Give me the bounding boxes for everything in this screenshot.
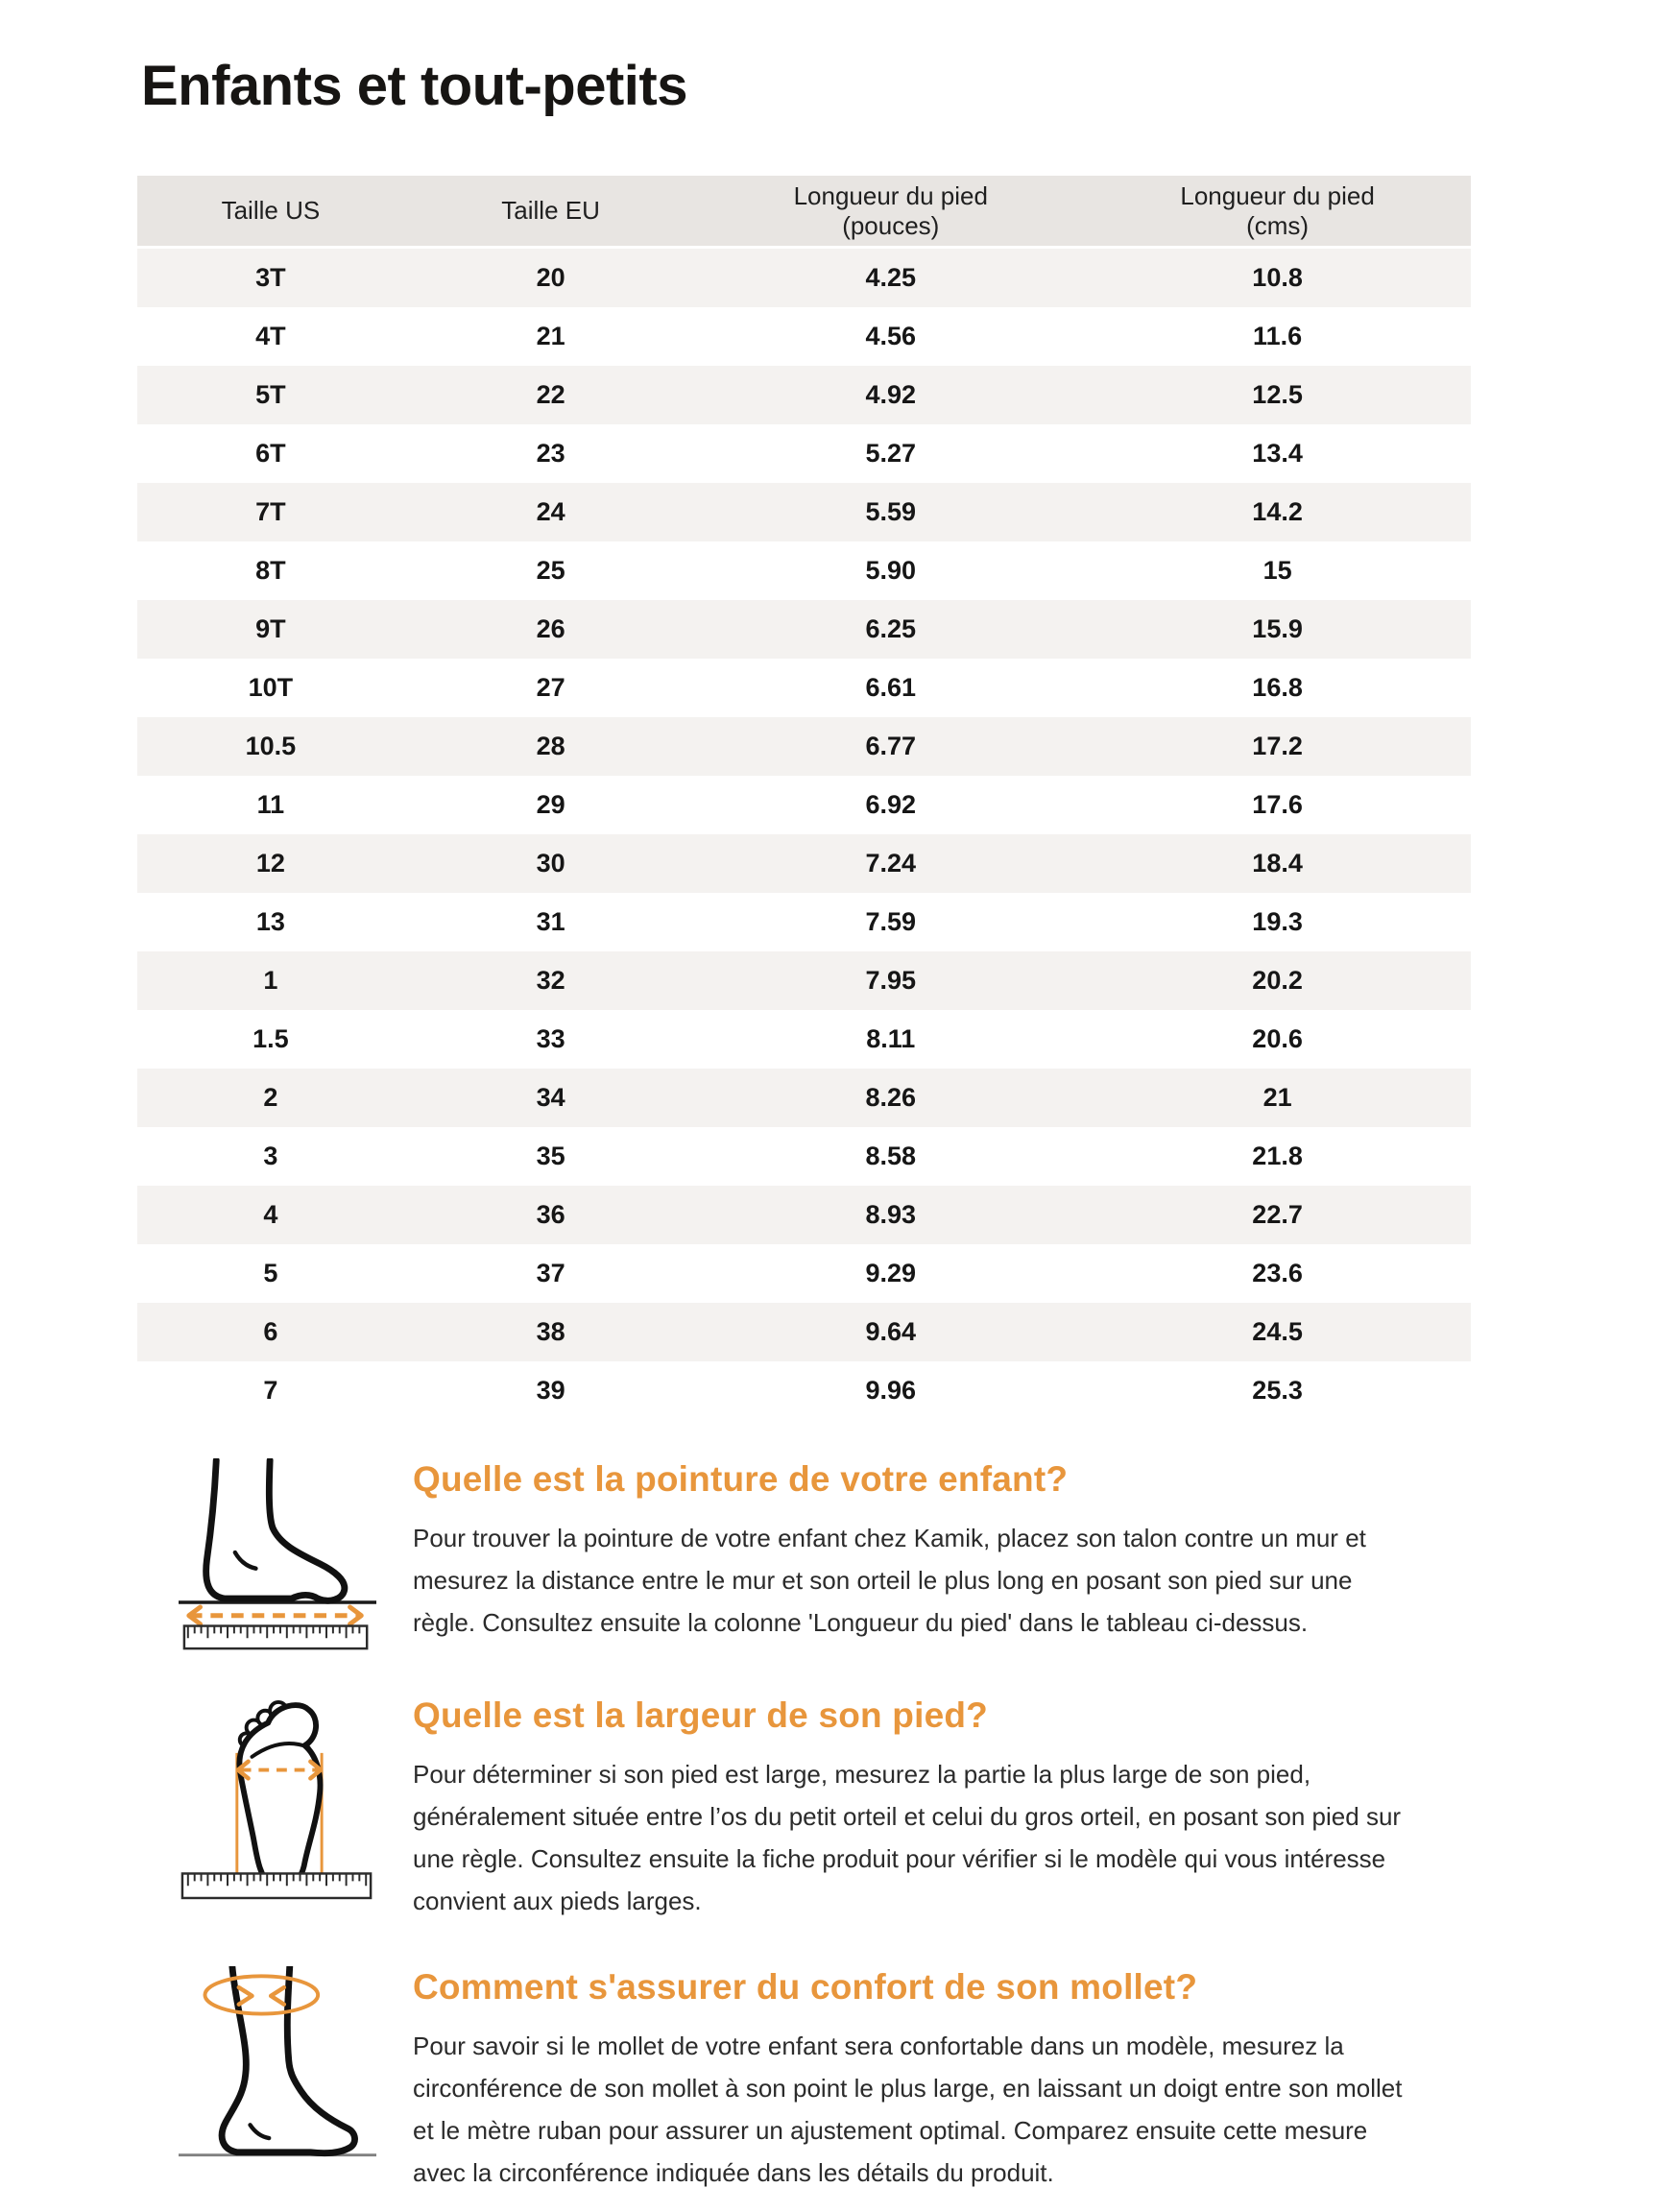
- table-row: [137, 1361, 1471, 1420]
- calf-circumference-icon: [141, 1966, 413, 2165]
- table-cell: 2: [263, 1083, 278, 1112]
- table-cell: 20.2: [1252, 966, 1303, 995]
- table-row: [137, 1186, 1471, 1244]
- header-taille-eu: [404, 176, 698, 248]
- table-cell: 21.8: [1252, 1142, 1303, 1170]
- table-cell: 4.56: [865, 322, 917, 350]
- table-cell: 8.58: [865, 1142, 917, 1170]
- table-cell: 14.2: [1252, 497, 1303, 526]
- section-calf-comfort: [141, 1966, 1659, 2194]
- table-cell: 5.27: [865, 439, 917, 468]
- table-cell: 8.26: [865, 1083, 917, 1112]
- table-cell: 29: [536, 790, 565, 819]
- table-cell: 7.95: [865, 966, 917, 995]
- table-cell: 37: [536, 1259, 565, 1287]
- table-cell: 15.9: [1252, 614, 1303, 643]
- table-cell: 28: [536, 732, 565, 760]
- table-cell: 27: [536, 673, 565, 702]
- table-cell: 17.2: [1252, 732, 1303, 760]
- table-cell: 33: [536, 1024, 565, 1053]
- table-cell: 21: [536, 322, 565, 350]
- table-cell: 6.92: [865, 790, 917, 819]
- section-heading: Comment s'assurer du confort de son mollet?: [413, 1967, 1198, 2007]
- table-cell: 26: [536, 614, 565, 643]
- table-cell: 22.7: [1252, 1200, 1303, 1229]
- help-sections: [141, 1458, 1659, 2194]
- table-row: [137, 717, 1471, 776]
- table-cell: 7.24: [865, 849, 917, 878]
- table-cell: 23: [536, 439, 565, 468]
- table-cell: 30: [536, 849, 565, 878]
- table-cell: 7.59: [865, 907, 917, 936]
- table-row: [137, 659, 1471, 717]
- header-longueur-cms: [1084, 176, 1471, 248]
- table-cell: 25.3: [1252, 1376, 1303, 1405]
- table-row: [137, 1069, 1471, 1127]
- table-cell: 7: [263, 1376, 278, 1405]
- header-label: Taille EU: [501, 196, 600, 225]
- foot-width-ruler-icon: [141, 1695, 413, 1901]
- foot-length-ruler-icon: [141, 1458, 413, 1650]
- table-cell: 12.5: [1252, 380, 1303, 409]
- table-cell: 9.96: [865, 1376, 917, 1405]
- table-cell: 3T: [255, 263, 286, 292]
- table-cell: 3: [263, 1142, 278, 1170]
- foot-side-view-illustration: [179, 1458, 376, 1650]
- page-title: Enfants et tout-petits: [141, 55, 687, 117]
- table-cell: 8.93: [865, 1200, 917, 1229]
- table-cell: 11.6: [1253, 322, 1303, 350]
- table-cell: 8.11: [866, 1024, 916, 1053]
- size-table-header: [137, 176, 1471, 248]
- table-cell: 35: [536, 1142, 565, 1170]
- table-row: [137, 248, 1471, 308]
- table-cell: 10.5: [245, 732, 297, 760]
- footprint-top-view-illustration: [179, 1695, 376, 1901]
- table-cell: 1.5: [252, 1024, 289, 1053]
- section-text: [413, 1966, 1416, 2194]
- table-cell: 20.6: [1252, 1024, 1303, 1053]
- section-foot-width: [141, 1695, 1659, 1922]
- header-label: Longueur du pied: [1180, 180, 1375, 210]
- table-cell: 12: [255, 849, 285, 878]
- table-cell: 17.6: [1252, 790, 1303, 819]
- table-row: [137, 366, 1471, 424]
- table-row: [137, 424, 1471, 483]
- table-row: [137, 1010, 1471, 1069]
- header-sublabel: (pouces): [842, 210, 940, 240]
- table-cell: 5T: [255, 380, 286, 409]
- section-heading: Quelle est la pointure de votre enfant?: [413, 1459, 1069, 1499]
- table-cell: 38: [536, 1317, 565, 1346]
- table-cell: 18.4: [1252, 849, 1303, 878]
- section-foot-length: [141, 1458, 1659, 1650]
- table-cell: 34: [536, 1083, 565, 1112]
- table-cell: 5.59: [865, 497, 917, 526]
- table-cell: 32: [536, 966, 565, 995]
- header-taille-us: [137, 176, 404, 248]
- table-cell: 5: [263, 1259, 278, 1287]
- section-body: Pour déterminer si son pied est large, mesurez la partie la plus large de son pied, généralement située entre l’os du petit orteil et celui du gros orteil, en posant son pied sur une règle. Consultez ensuite la fiche produit pour vérifier si le modèle qui vous intéresse convient aux pieds larges.: [413, 1760, 1402, 1915]
- table-cell: 9.64: [865, 1317, 917, 1346]
- header-row: [137, 176, 1471, 248]
- table-cell: 10.8: [1252, 263, 1303, 292]
- table-cell: 4.92: [865, 380, 917, 409]
- table-row: [137, 1244, 1471, 1303]
- table-cell: 13.4: [1252, 439, 1303, 468]
- table-cell: 6.77: [865, 732, 917, 760]
- table-cell: 10T: [248, 673, 294, 702]
- table-cell: 9.29: [865, 1259, 917, 1287]
- table-cell: 23.6: [1252, 1259, 1303, 1287]
- size-table: [137, 176, 1471, 1420]
- header-label: Longueur du pied: [793, 180, 988, 210]
- table-cell: 24.5: [1252, 1317, 1303, 1346]
- table-cell: 13: [255, 907, 285, 936]
- table-cell: 6.61: [865, 673, 917, 702]
- table-cell: 8T: [255, 556, 286, 585]
- table-cell: 20: [536, 263, 565, 292]
- table-cell: 21: [1262, 1083, 1292, 1112]
- section-body: Pour savoir si le mollet de votre enfant sera confortable dans un modèle, mesurez la circonférence de son mollet à son point le plus large, en laissant un doigt entre son mollet et le mètre ruban pour assurer un ajustement optimal. Comparez ensuite cette mesure avec la circonférence indiquée dans les détails du produit.: [413, 2032, 1403, 2187]
- table-row: [137, 307, 1471, 366]
- table-cell: 6.25: [865, 614, 917, 643]
- table-row: [137, 1303, 1471, 1361]
- section-text: [413, 1458, 1416, 1644]
- header-label: Taille US: [221, 196, 321, 225]
- table-cell: 7T: [255, 497, 286, 526]
- section-heading: Quelle est la largeur de son pied?: [413, 1695, 988, 1735]
- table-cell: 16.8: [1252, 673, 1303, 702]
- table-cell: 9T: [255, 614, 286, 643]
- header-sublabel: (cms): [1246, 210, 1310, 240]
- table-row: [137, 951, 1471, 1010]
- table-row: [137, 834, 1471, 893]
- table-row: [137, 541, 1471, 600]
- calf-side-view-illustration: [179, 1966, 376, 2165]
- section-body: Pour trouver la pointure de votre enfant chez Kamik, placez son talon contre un mur et mesurez la distance entre le mur et son orteil le plus long en posant son pied sur une règle. Consultez ensuite la colonne 'Longueur du pied' dans le tableau ci-dessus.: [413, 1524, 1366, 1637]
- table-row: [137, 893, 1471, 951]
- table-row: [137, 483, 1471, 541]
- table-cell: 4: [263, 1200, 278, 1229]
- table-cell: 36: [536, 1200, 565, 1229]
- header-longueur-pouces: [697, 176, 1084, 248]
- table-cell: 1: [263, 966, 278, 995]
- table-cell: 31: [536, 907, 565, 936]
- table-row: [137, 776, 1471, 834]
- table-cell: 39: [536, 1376, 565, 1405]
- table-row: [137, 1127, 1471, 1186]
- table-cell: 22: [536, 380, 565, 409]
- table-cell: 6T: [255, 439, 286, 468]
- table-cell: 6: [263, 1317, 278, 1346]
- table-cell: 11: [256, 790, 285, 819]
- table-cell: 19.3: [1252, 907, 1303, 936]
- table-cell: 5.90: [865, 556, 917, 585]
- size-table-body: [137, 248, 1471, 1421]
- table-cell: 15: [1262, 556, 1292, 585]
- table-cell: 4T: [255, 322, 286, 350]
- table-row: [137, 600, 1471, 659]
- table-cell: 24: [536, 497, 565, 526]
- section-text: [413, 1695, 1416, 1922]
- table-cell: 25: [536, 556, 565, 585]
- table-cell: 4.25: [865, 263, 917, 292]
